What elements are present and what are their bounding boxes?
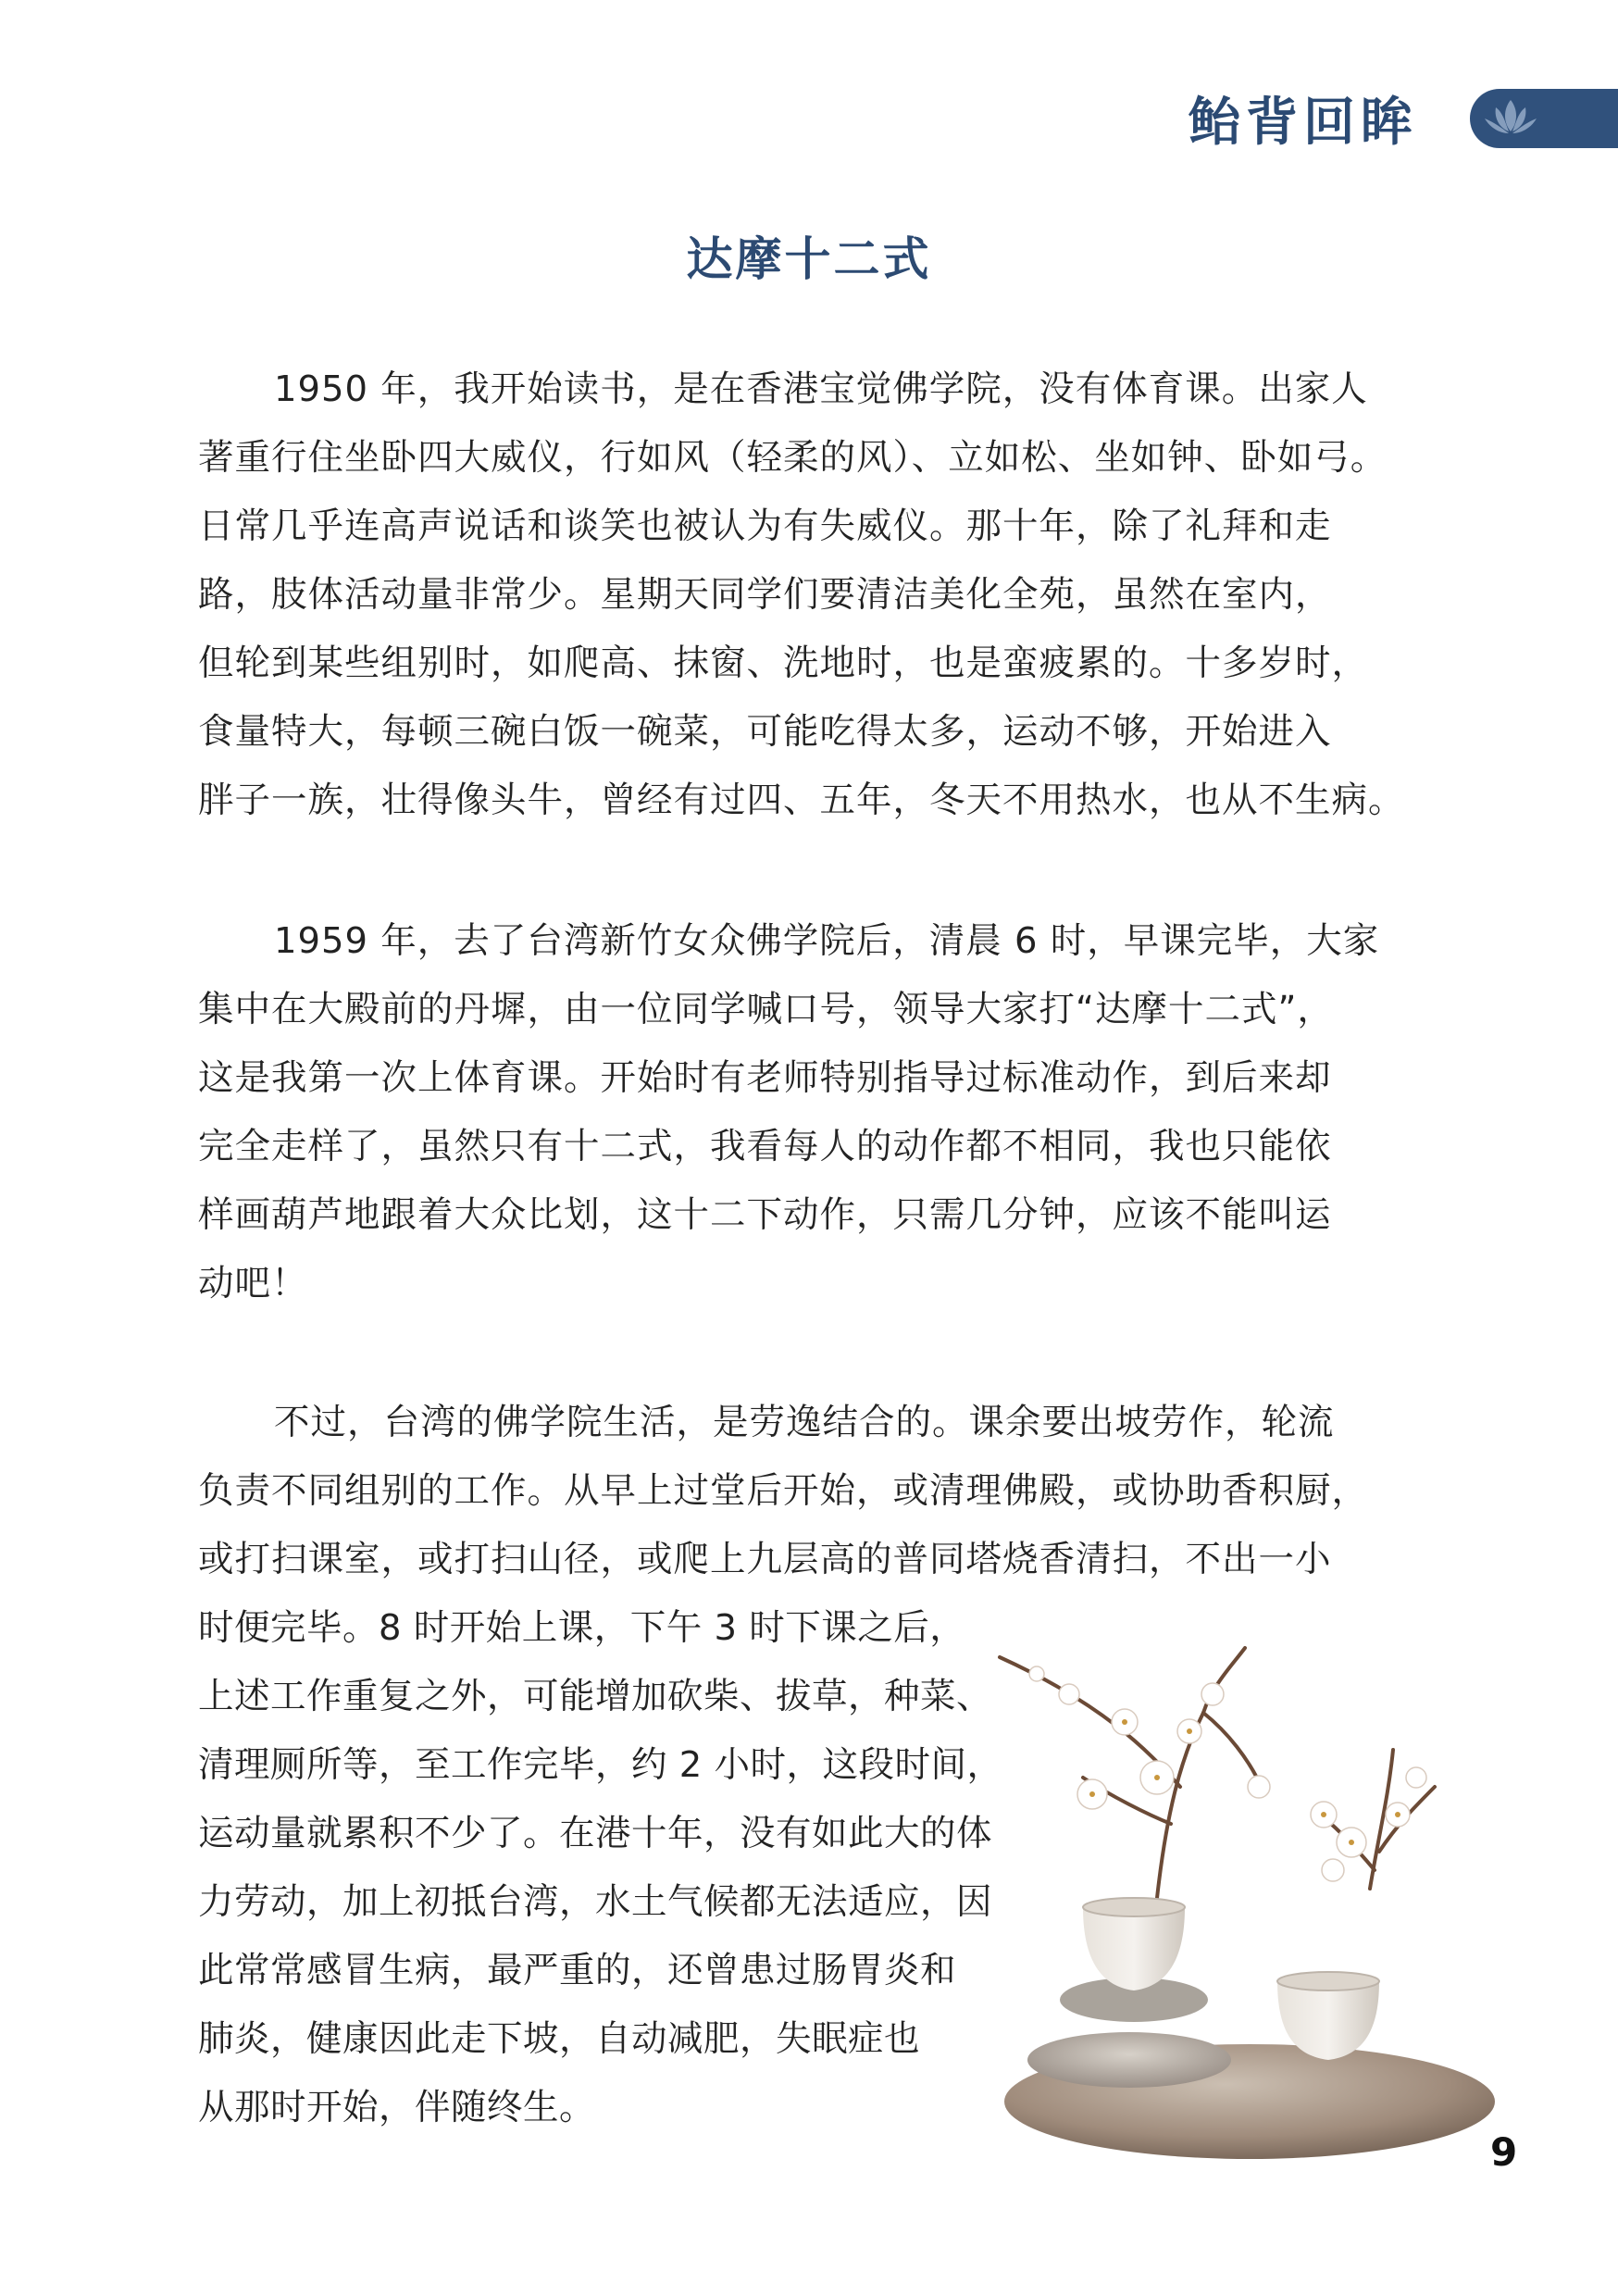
text-line: 胖子一族，壮得像头牛，曾经有过四、五年，冬天不用热水，也从不生病。 [198,780,1405,821]
text-line: 路，肢体活动量非常少。星期天同学们要清洁美化全苑，虽然在室内， [198,574,1332,616]
text-line: 运动量就累积不少了。在港十年，没有如此大的体 [198,1813,993,1854]
text-line: 负责不同组别的工作。从早上过堂后开始，或清理佛殿，或协助香积厨， [198,1470,1369,1512]
text-line: 清理厕所等，至工作完毕，约 2 小时，这段时间， [198,1744,1003,1786]
text-line: 时便完毕。8 时开始上课，下午 3 时下课之后， [198,1607,966,1649]
text-line: 著重行住坐卧四大威仪，行如风（轻柔的风）、立如松、坐如钟、卧如弓。 [198,437,1388,479]
text-line: 集中在大殿前的丹墀，由一位同学喊口号，领导大家打“达摩十二式”， [198,989,1334,1030]
page-title: 达摩十二式 [686,232,932,286]
text-line: 肺炎，健康因此走下坡，自动减肥，失眠症也 [198,2018,921,2060]
page-number: 9 [1490,2129,1518,2175]
plum-blossom-stones-illustration [981,1629,1509,2166]
text-line: 但轮到某些组别时，如爬高、抹窗、洗地时，也是蛮疲累的。十多岁时， [198,643,1369,684]
paragraph-1 [198,356,1420,835]
text-line: 1959 年，去了台湾新竹女众佛学院后，清晨 6 时，早课完毕，大家 [274,920,1380,962]
text-line: 力劳动，加上初抵台湾，水土气候都无法适应，因 [198,1881,993,1923]
text-line: 1950 年，我开始读书，是在香港宝觉佛学院，没有体育课。出家人 [274,368,1368,410]
lotus-icon [1483,96,1538,141]
text-line: 这是我第一次上体育课。开始时有老师特别指导过标准动作，到后来却 [198,1057,1332,1099]
text-line: 此常常感冒生病，最严重的，还曾患过肠胃炎和 [198,1950,957,1991]
text-line: 样画葫芦地跟着大众比划，这十二下动作，只需几分钟，应该不能叫运 [198,1194,1332,1236]
text-line: 食量特大，每顿三碗白饭一碗菜，可能吃得太多，运动不够，开始进入 [198,711,1332,753]
text-line: 完全走样了，虽然只有十二式，我看每人的动作都不相同，我也只能依 [198,1126,1332,1167]
text-line: 不过，台湾的佛学院生活，是劳逸结合的。课余要出坡劳作，轮流 [274,1402,1335,1443]
text-line: 动吧！ [198,1263,308,1304]
text-line: 或打扫课室，或打扫山径，或爬上九层高的普同塔烧香清扫，不出一小 [198,1539,1332,1580]
text-line: 从那时开始，伴随终生。 [198,2087,596,2128]
paragraph-2 [198,907,1420,1318]
book-title: 鲐背回眸 [1189,93,1418,153]
text-line: 上述工作重复之外，可能增加砍柴、拔草，种菜、 [198,1676,993,1717]
header-tab [1470,89,1618,148]
text-line: 日常几乎连高声说话和谈笑也被认为有失威仪。那十年，除了礼拜和走 [198,505,1332,547]
